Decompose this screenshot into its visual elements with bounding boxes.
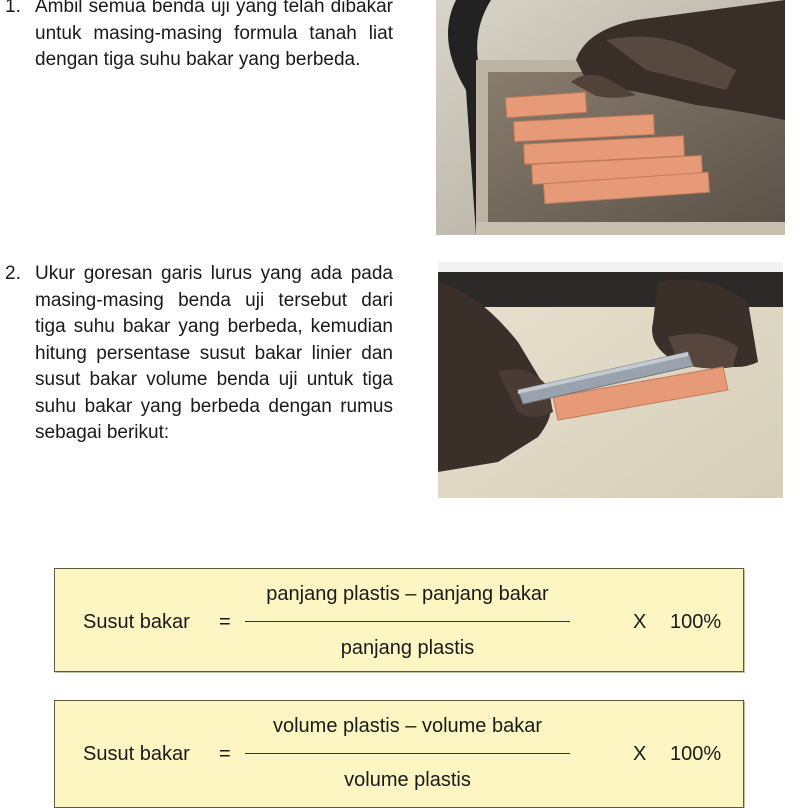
formula-1-percent: 100% (670, 611, 722, 633)
photo-measuring-tile (438, 262, 783, 498)
formula-2-times: X (633, 743, 647, 765)
step-2-number: 2. (5, 263, 21, 284)
formula-2-lhs: Susut bakar (83, 743, 190, 765)
step-1-number: 1. (5, 0, 21, 17)
formula-2-numerator: volume plastis – volume bakar (272, 715, 542, 737)
formula-2-percent: 100% (670, 743, 722, 765)
formula-2-denominator: volume plastis (344, 769, 471, 791)
formula-1-equals: = (219, 611, 231, 633)
photo-clay-test-pieces-drawing (436, 0, 785, 235)
formula-1-fraction-bar (245, 621, 570, 622)
formula-1-numerator: panjang plastis – panjang bakar (266, 583, 549, 605)
formula-1-denominator: panjang plastis (340, 637, 475, 659)
formula-2-equals: = (219, 743, 231, 765)
formula-volume-shrinkage (54, 700, 744, 808)
step-1 (5, 0, 393, 74)
formula-2-fraction-bar (245, 753, 570, 754)
photo-clay-test-pieces (436, 0, 785, 235)
photo-measuring-tile-drawing (438, 262, 783, 498)
step-1-text: Ambil semua benda uji yang telah dibakar untuk masing-masing formula tanah liat dengan tiga suhu bakar yang berbeda. (35, 0, 393, 70)
step-2 (5, 261, 393, 447)
formula-linear-shrinkage (54, 568, 744, 672)
formula-1-lhs: Susut bakar (83, 611, 190, 633)
step-2-text: Ukur goresan garis lurus yang ada pada masing-masing benda uji tersebut dari tiga suhu bakar yang berbeda, kemudian hitung persentase susut bakar linier dan susut bakar volume benda uji untuk tiga suhu bakar yang berbeda dengan rumus sebagai berikut: (35, 263, 393, 443)
formula-1-times: X (633, 611, 647, 633)
